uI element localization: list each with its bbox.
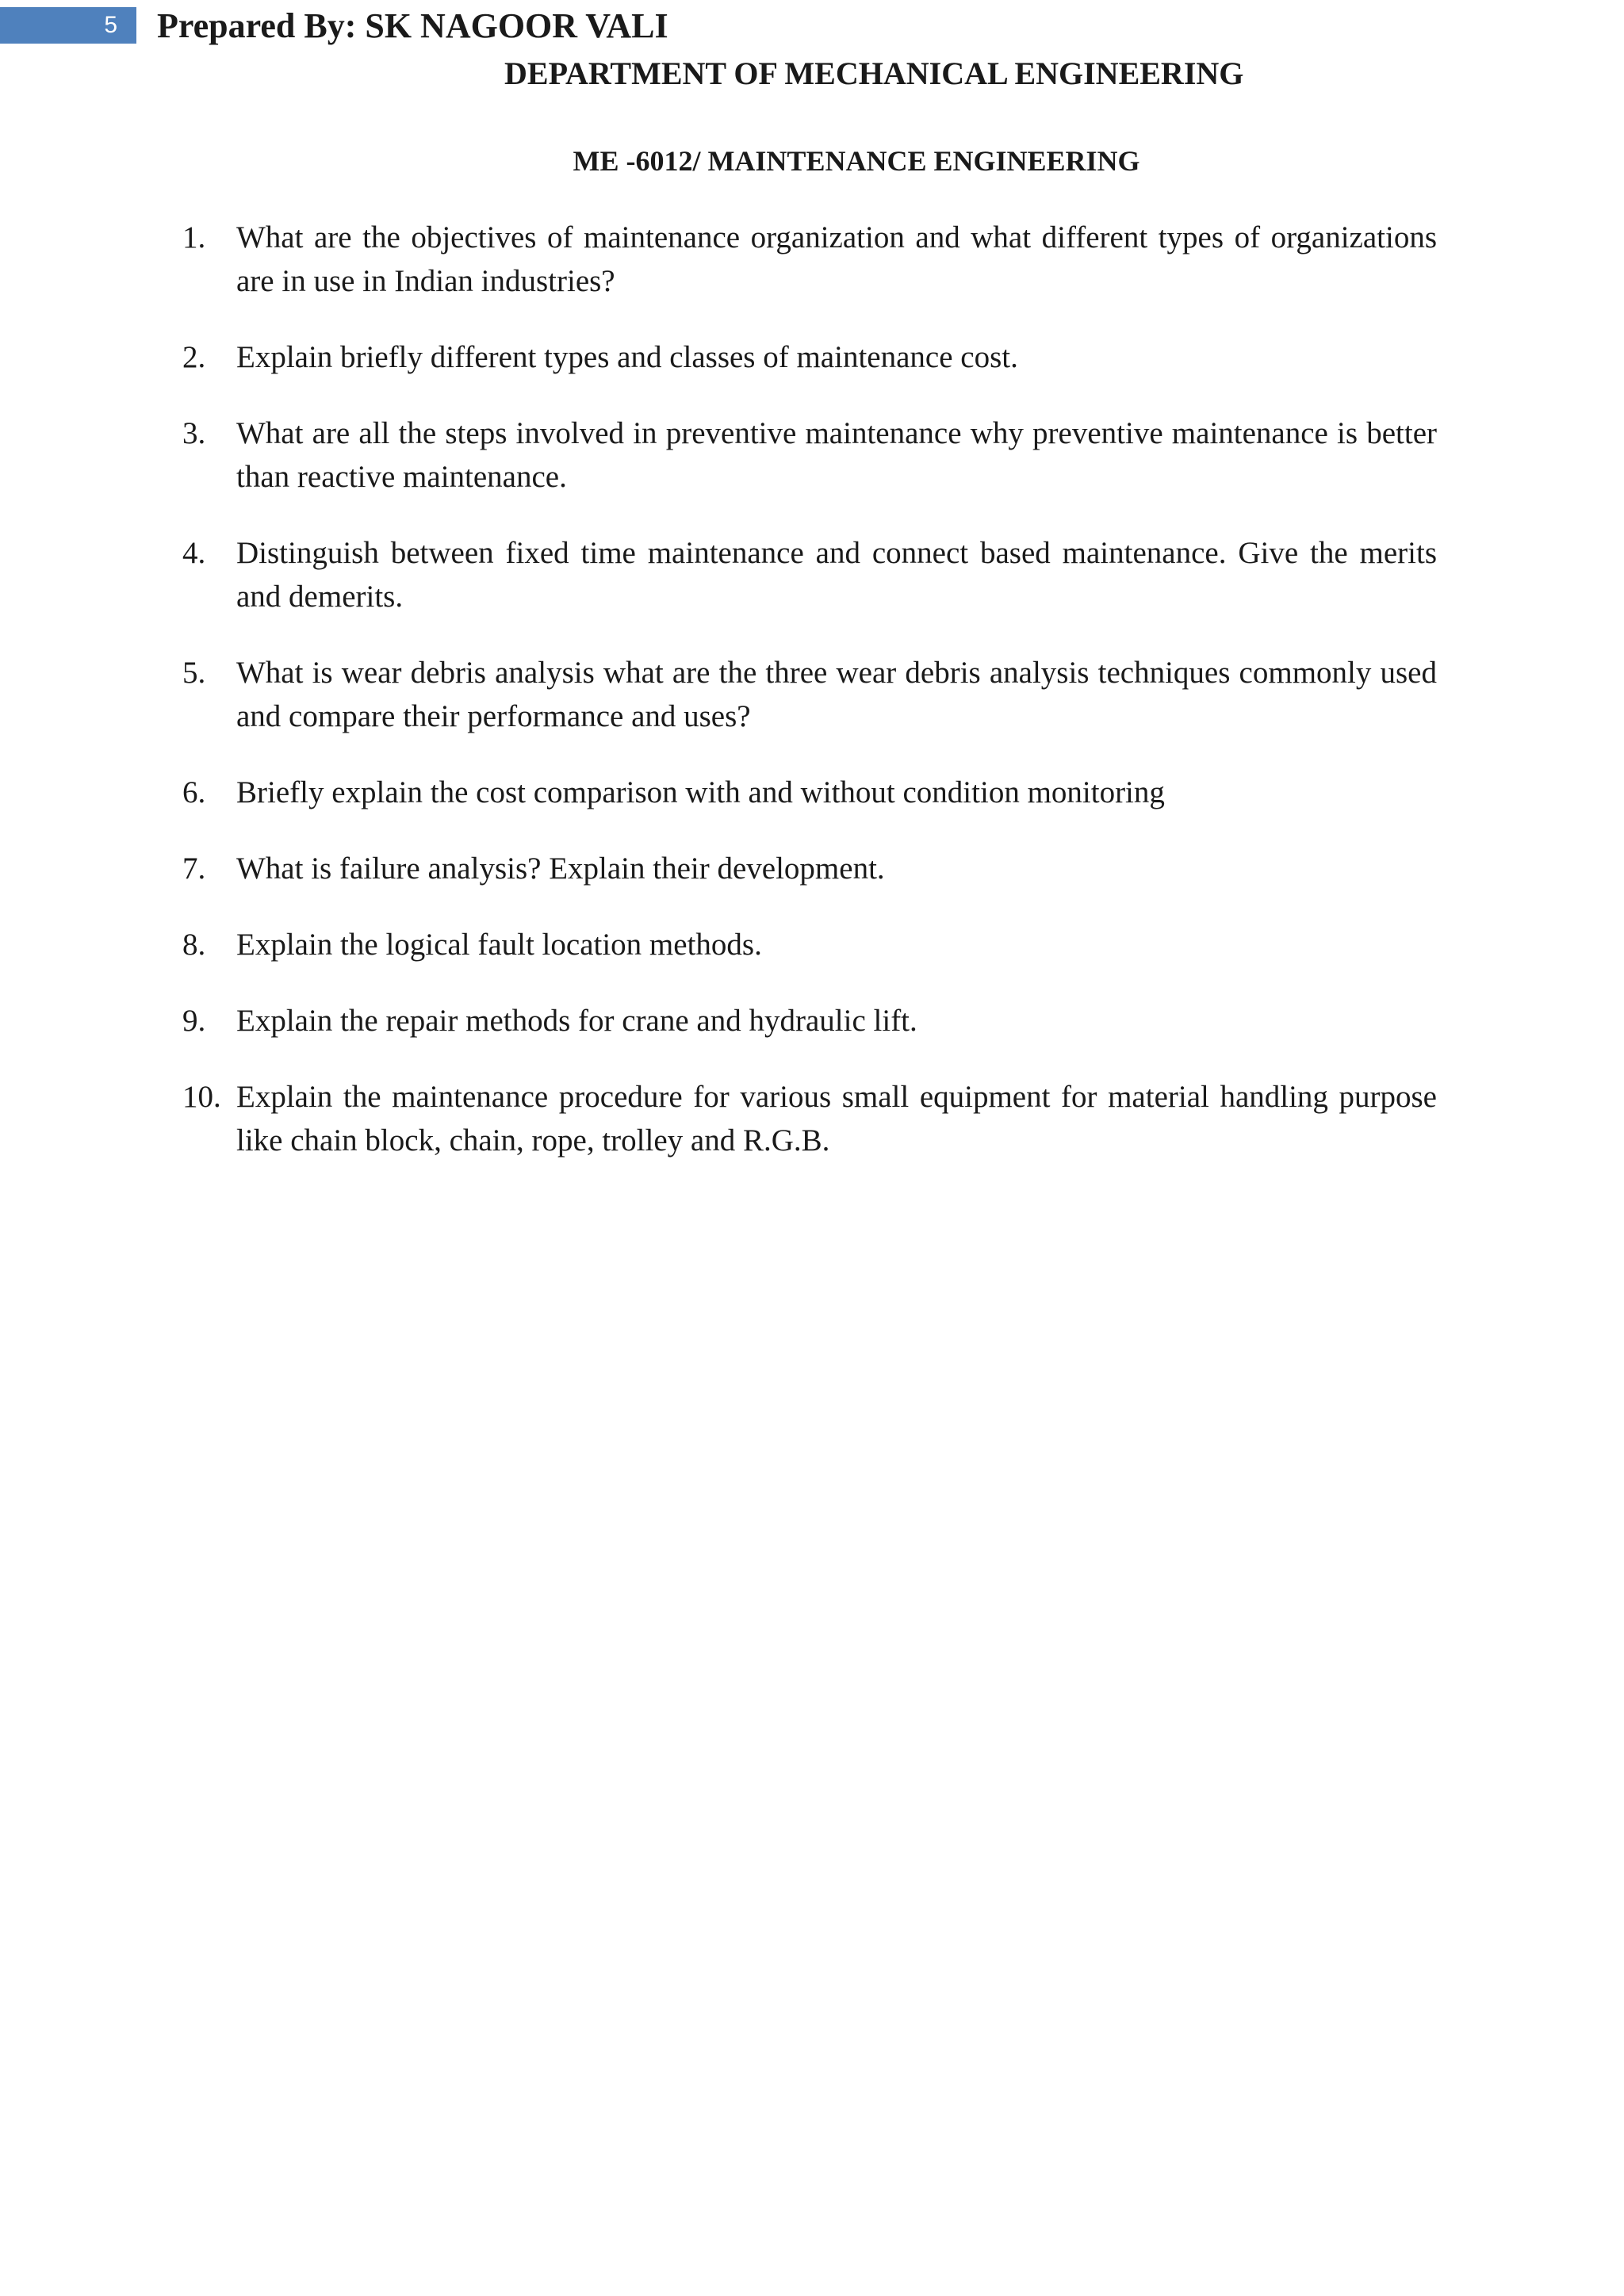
question-item — [182, 847, 1437, 890]
question-text: Explain the maintenance procedure for various small equipment for material handling purpose like chain block, chain, rope, trolley and R.G.B. — [236, 1080, 1437, 1158]
question-list — [182, 216, 1437, 1195]
question-item — [182, 651, 1437, 738]
question-number: 8. — [182, 928, 206, 962]
question-text: Briefly explain the cost comparison with and without condition monitoring — [236, 775, 1165, 809]
question-number: 4. — [182, 536, 206, 570]
course-title: ME -6012/ MAINTENANCE ENGINEERING — [573, 145, 1140, 177]
question-number: 9. — [182, 1004, 206, 1038]
question-item — [182, 771, 1437, 814]
prepared-by-heading: Prepared By: SK NAGOOR VALI — [157, 6, 668, 45]
question-item — [182, 531, 1437, 618]
question-text: Distinguish between fixed time maintenance and connect based maintenance. Give the merits and demerits. — [236, 536, 1437, 614]
question-number: 10. — [182, 1080, 221, 1114]
question-number: 1. — [182, 220, 206, 254]
question-item — [182, 923, 1437, 966]
question-text: Explain the logical fault location methods. — [236, 928, 762, 962]
question-item — [182, 999, 1437, 1043]
question-item — [182, 335, 1437, 379]
question-text: What is wear debris analysis what are the three wear debris analysis techniques commonly used and compare their performance and uses? — [236, 656, 1437, 733]
question-item — [182, 411, 1437, 499]
question-text: Explain the repair methods for crane and hydraulic lift. — [236, 1004, 917, 1038]
page-number-tab: 5 — [0, 7, 136, 44]
question-text: What are all the steps involved in preventive maintenance why preventive maintenance is better than reactive maintenance. — [236, 416, 1437, 494]
question-number: 3. — [182, 416, 206, 450]
question-number: 6. — [182, 775, 206, 809]
question-item — [182, 216, 1437, 303]
question-text: Explain briefly different types and classes of maintenance cost. — [236, 340, 1018, 374]
question-text: What is failure analysis? Explain their development. — [236, 851, 885, 886]
question-text: What are the objectives of maintenance organization and what different types of organizations are in use in Indian industries? — [236, 220, 1437, 298]
question-item — [182, 1075, 1437, 1162]
question-number: 5. — [182, 656, 206, 690]
department-title: DEPARTMENT OF MECHANICAL ENGINEERING — [504, 55, 1244, 91]
question-number: 2. — [182, 340, 206, 374]
question-number: 7. — [182, 851, 206, 886]
